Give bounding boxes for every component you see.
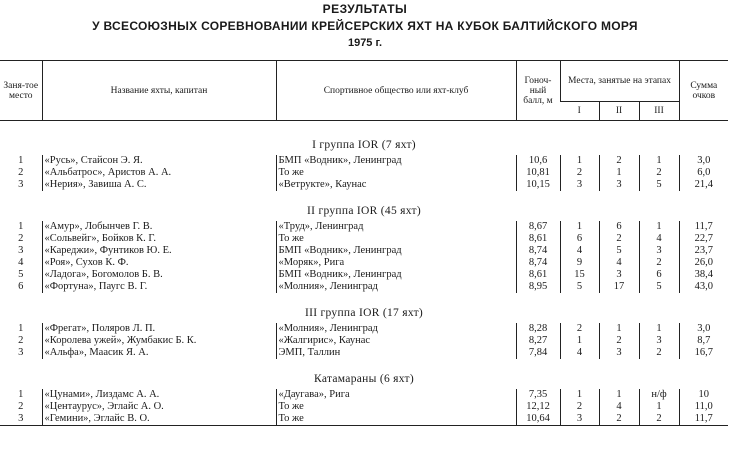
- place-cell: 4: [18, 257, 24, 269]
- group-title: I группа IOR (7 яхт): [312, 138, 416, 151]
- stage-2-cell: 1: [599, 167, 639, 179]
- rating-cell: 7,84: [516, 347, 560, 359]
- club-cell: ЭМП, Таллин: [276, 347, 516, 359]
- col-stage-2: II: [599, 102, 639, 121]
- stage-2-cell: 3: [599, 269, 639, 281]
- rating-cell: 8,61: [516, 233, 560, 245]
- col-stage-1: I: [560, 102, 599, 121]
- stage-3-cell: 1: [639, 401, 679, 413]
- group-header-row: [0, 191, 728, 221]
- place-cell: 2: [18, 401, 24, 413]
- stage-2-cell: 4: [599, 257, 639, 269]
- col-club: Спортивное общество или яхт-клуб: [276, 61, 516, 121]
- total-cell: 21,4: [679, 179, 728, 191]
- yacht-cell: «Фрегат», Поляров Л. П.: [42, 323, 276, 335]
- club-cell: БМП «Водник», Ленинград: [276, 245, 516, 257]
- place-cell: 1: [18, 389, 24, 401]
- table-row: [0, 281, 728, 293]
- place-cell: 2: [18, 167, 24, 179]
- stage-3-cell: 5: [639, 179, 679, 191]
- rating-cell: 8,95: [516, 281, 560, 293]
- rating-cell: 7,35: [516, 389, 560, 401]
- club-cell: «Молния», Ленинград: [276, 281, 516, 293]
- document-year: 1975 г.: [347, 37, 383, 49]
- group-header-row: [0, 359, 728, 389]
- place-cell: 5: [18, 269, 24, 281]
- table-row: [0, 257, 728, 269]
- place-cell: 1: [18, 221, 24, 233]
- table-row: [0, 179, 728, 191]
- stage-2-cell: 2: [599, 155, 639, 167]
- club-cell: БМП «Водник», Ленинград: [276, 155, 516, 167]
- total-cell: 38,4: [679, 269, 728, 281]
- stage-2-cell: 17: [599, 281, 639, 293]
- yacht-cell: «Центаурус», Эглайс А. О.: [42, 401, 276, 413]
- club-cell: «Даугава», Рига: [276, 389, 516, 401]
- yacht-cell: «Гемини», Эглайс В. О.: [42, 413, 276, 426]
- stage-3-cell: н/ф: [639, 389, 679, 401]
- results-table: [0, 60, 728, 426]
- place-cell: 1: [18, 323, 24, 335]
- stage-1-cell: 15: [560, 269, 599, 281]
- table-row: [0, 233, 728, 245]
- rating-cell: 8,74: [516, 245, 560, 257]
- rating-cell: 10,64: [516, 413, 560, 426]
- stage-2-cell: 4: [599, 401, 639, 413]
- yacht-cell: «Русь», Стайсон Э. Я.: [42, 155, 276, 167]
- rating-cell: 8,67: [516, 221, 560, 233]
- yacht-cell: «Фортуна», Паугс В. Г.: [42, 281, 276, 293]
- table-row: [0, 347, 728, 359]
- rating-cell: 8,27: [516, 335, 560, 347]
- group-title: II группа IOR (45 яхт): [307, 204, 421, 217]
- total-cell: 43,0: [679, 281, 728, 293]
- rating-cell: 8,74: [516, 257, 560, 269]
- club-cell: БМП «Водник», Ленинград: [276, 269, 516, 281]
- yacht-cell: «Сольвейг», Бойков К. Г.: [42, 233, 276, 245]
- yacht-cell: «Кареджи», Фунтиков Ю. Е.: [42, 245, 276, 257]
- stage-2-cell: 3: [599, 347, 639, 359]
- total-cell: 26,0: [679, 257, 728, 269]
- stage-1-cell: 9: [560, 257, 599, 269]
- stage-1-cell: 1: [560, 155, 599, 167]
- col-rating: Гоноч-ный балл, м: [516, 61, 560, 121]
- place-cell: 3: [0, 413, 42, 426]
- yacht-cell: «Амур», Лобынчев Г. В.: [42, 221, 276, 233]
- total-cell: 11,0: [679, 401, 728, 413]
- stage-1-cell: 1: [560, 221, 599, 233]
- stage-1-cell: 3: [560, 179, 599, 191]
- stage-3-cell: 6: [639, 269, 679, 281]
- stage-2-cell: 2: [599, 335, 639, 347]
- table-row: [0, 269, 728, 281]
- stage-2-cell: 2: [599, 233, 639, 245]
- rating-cell: 8,28: [516, 323, 560, 335]
- table-row: [0, 155, 728, 167]
- place-cell: 2: [18, 233, 24, 245]
- stage-1-cell: 2: [560, 401, 599, 413]
- stage-2-cell: 1: [599, 389, 639, 401]
- yacht-cell: «Ладога», Богомолов Б. В.: [42, 269, 276, 281]
- table-row: [0, 245, 728, 257]
- yacht-cell: «Роя», Сухов К. Ф.: [42, 257, 276, 269]
- stage-3-cell: 1: [639, 323, 679, 335]
- table-row: [0, 401, 728, 413]
- club-cell: «Молния», Ленинград: [276, 323, 516, 335]
- col-place: Заня-тое место: [0, 61, 42, 121]
- place-cell: 1: [18, 155, 24, 167]
- yacht-cell: «Королева ужей», Жумбакис Б. К.: [42, 335, 276, 347]
- place-cell: 6: [18, 281, 24, 293]
- stage-3-cell: 2: [639, 413, 679, 426]
- yacht-cell: «Альфа», Маасик Я. А.: [42, 347, 276, 359]
- group-title: III группа IOR (17 яхт): [304, 306, 424, 319]
- group-header-row: [0, 293, 728, 323]
- document-subtitle: У ВСЕСОЮЗНЫХ СОРЕВНОВАНИИ КРЕЙСЕРСКИХ ЯХТ НА КУБОК БАЛТИЙСКОГО МОРЯ: [92, 19, 638, 33]
- stage-3-cell: 5: [639, 281, 679, 293]
- place-cell: 3: [18, 179, 24, 191]
- stage-1-cell: 3: [560, 413, 599, 426]
- stage-1-cell: 4: [560, 347, 599, 359]
- col-stage-3: III: [639, 102, 679, 121]
- stage-3-cell: 3: [639, 335, 679, 347]
- club-cell: То же: [276, 233, 516, 245]
- club-cell: «Моряк», Рига: [276, 257, 516, 269]
- yacht-cell: «Нерия», Завиша А. С.: [42, 179, 276, 191]
- group-title: Катамараны (6 яхт): [314, 372, 414, 385]
- stage-3-cell: 4: [639, 233, 679, 245]
- total-cell: 10: [679, 389, 728, 401]
- col-yacht: Название яхты, капитан: [42, 61, 276, 121]
- rating-cell: 10,6: [516, 155, 560, 167]
- stage-2-cell: 3: [599, 179, 639, 191]
- col-stages: Места, занятые на этапах: [560, 61, 679, 102]
- stage-3-cell: 2: [639, 347, 679, 359]
- club-cell: То же: [276, 413, 516, 426]
- stage-1-cell: 4: [560, 245, 599, 257]
- stage-3-cell: 2: [639, 167, 679, 179]
- total-cell: 3,0: [679, 155, 728, 167]
- stage-2-cell: 5: [599, 245, 639, 257]
- stage-3-cell: 1: [639, 155, 679, 167]
- stage-3-cell: 2: [639, 257, 679, 269]
- club-cell: То же: [276, 401, 516, 413]
- table-row: [0, 221, 728, 233]
- rating-cell: 12,12: [516, 401, 560, 413]
- club-cell: «Жалгирис», Каунас: [276, 335, 516, 347]
- place-cell: 3: [18, 347, 24, 359]
- total-cell: 8,7: [679, 335, 728, 347]
- rating-cell: 8,61: [516, 269, 560, 281]
- club-cell: То же: [276, 167, 516, 179]
- table-row: [0, 413, 728, 426]
- stage-1-cell: 5: [560, 281, 599, 293]
- stage-2-cell: 6: [599, 221, 639, 233]
- stage-2-cell: 1: [599, 323, 639, 335]
- table-header: [0, 61, 728, 121]
- stage-3-cell: 3: [639, 245, 679, 257]
- club-cell: «Ветрукте», Каунас: [276, 179, 516, 191]
- col-total: Сумма очков: [679, 61, 728, 121]
- stage-1-cell: 2: [560, 323, 599, 335]
- table-row: [0, 335, 728, 347]
- stage-2-cell: 2: [599, 413, 639, 426]
- stage-1-cell: 1: [560, 335, 599, 347]
- stage-1-cell: 6: [560, 233, 599, 245]
- total-cell: 11,7: [679, 413, 728, 426]
- yacht-cell: «Альбатрос», Аристов А. А.: [42, 167, 276, 179]
- group-header-row: [0, 121, 728, 156]
- yacht-cell: «Цунами», Лиздамс А. А.: [42, 389, 276, 401]
- total-cell: 6,0: [679, 167, 728, 179]
- place-cell: 2: [18, 335, 24, 347]
- total-cell: 11,7: [679, 221, 728, 233]
- table-body: [0, 121, 728, 426]
- document-title: РЕЗУЛЬТАТЫ: [322, 2, 408, 16]
- club-cell: «Труд», Ленинград: [276, 221, 516, 233]
- stage-1-cell: 1: [560, 389, 599, 401]
- place-cell: 3: [18, 245, 24, 257]
- rating-cell: 10,81: [516, 167, 560, 179]
- total-cell: 16,7: [679, 347, 728, 359]
- total-cell: 22,7: [679, 233, 728, 245]
- rating-cell: 10,15: [516, 179, 560, 191]
- total-cell: 23,7: [679, 245, 728, 257]
- stage-3-cell: 1: [639, 221, 679, 233]
- stage-1-cell: 2: [560, 167, 599, 179]
- table-row: [0, 167, 728, 179]
- total-cell: 3,0: [679, 323, 728, 335]
- table-row: [0, 389, 728, 401]
- table-row: [0, 323, 728, 335]
